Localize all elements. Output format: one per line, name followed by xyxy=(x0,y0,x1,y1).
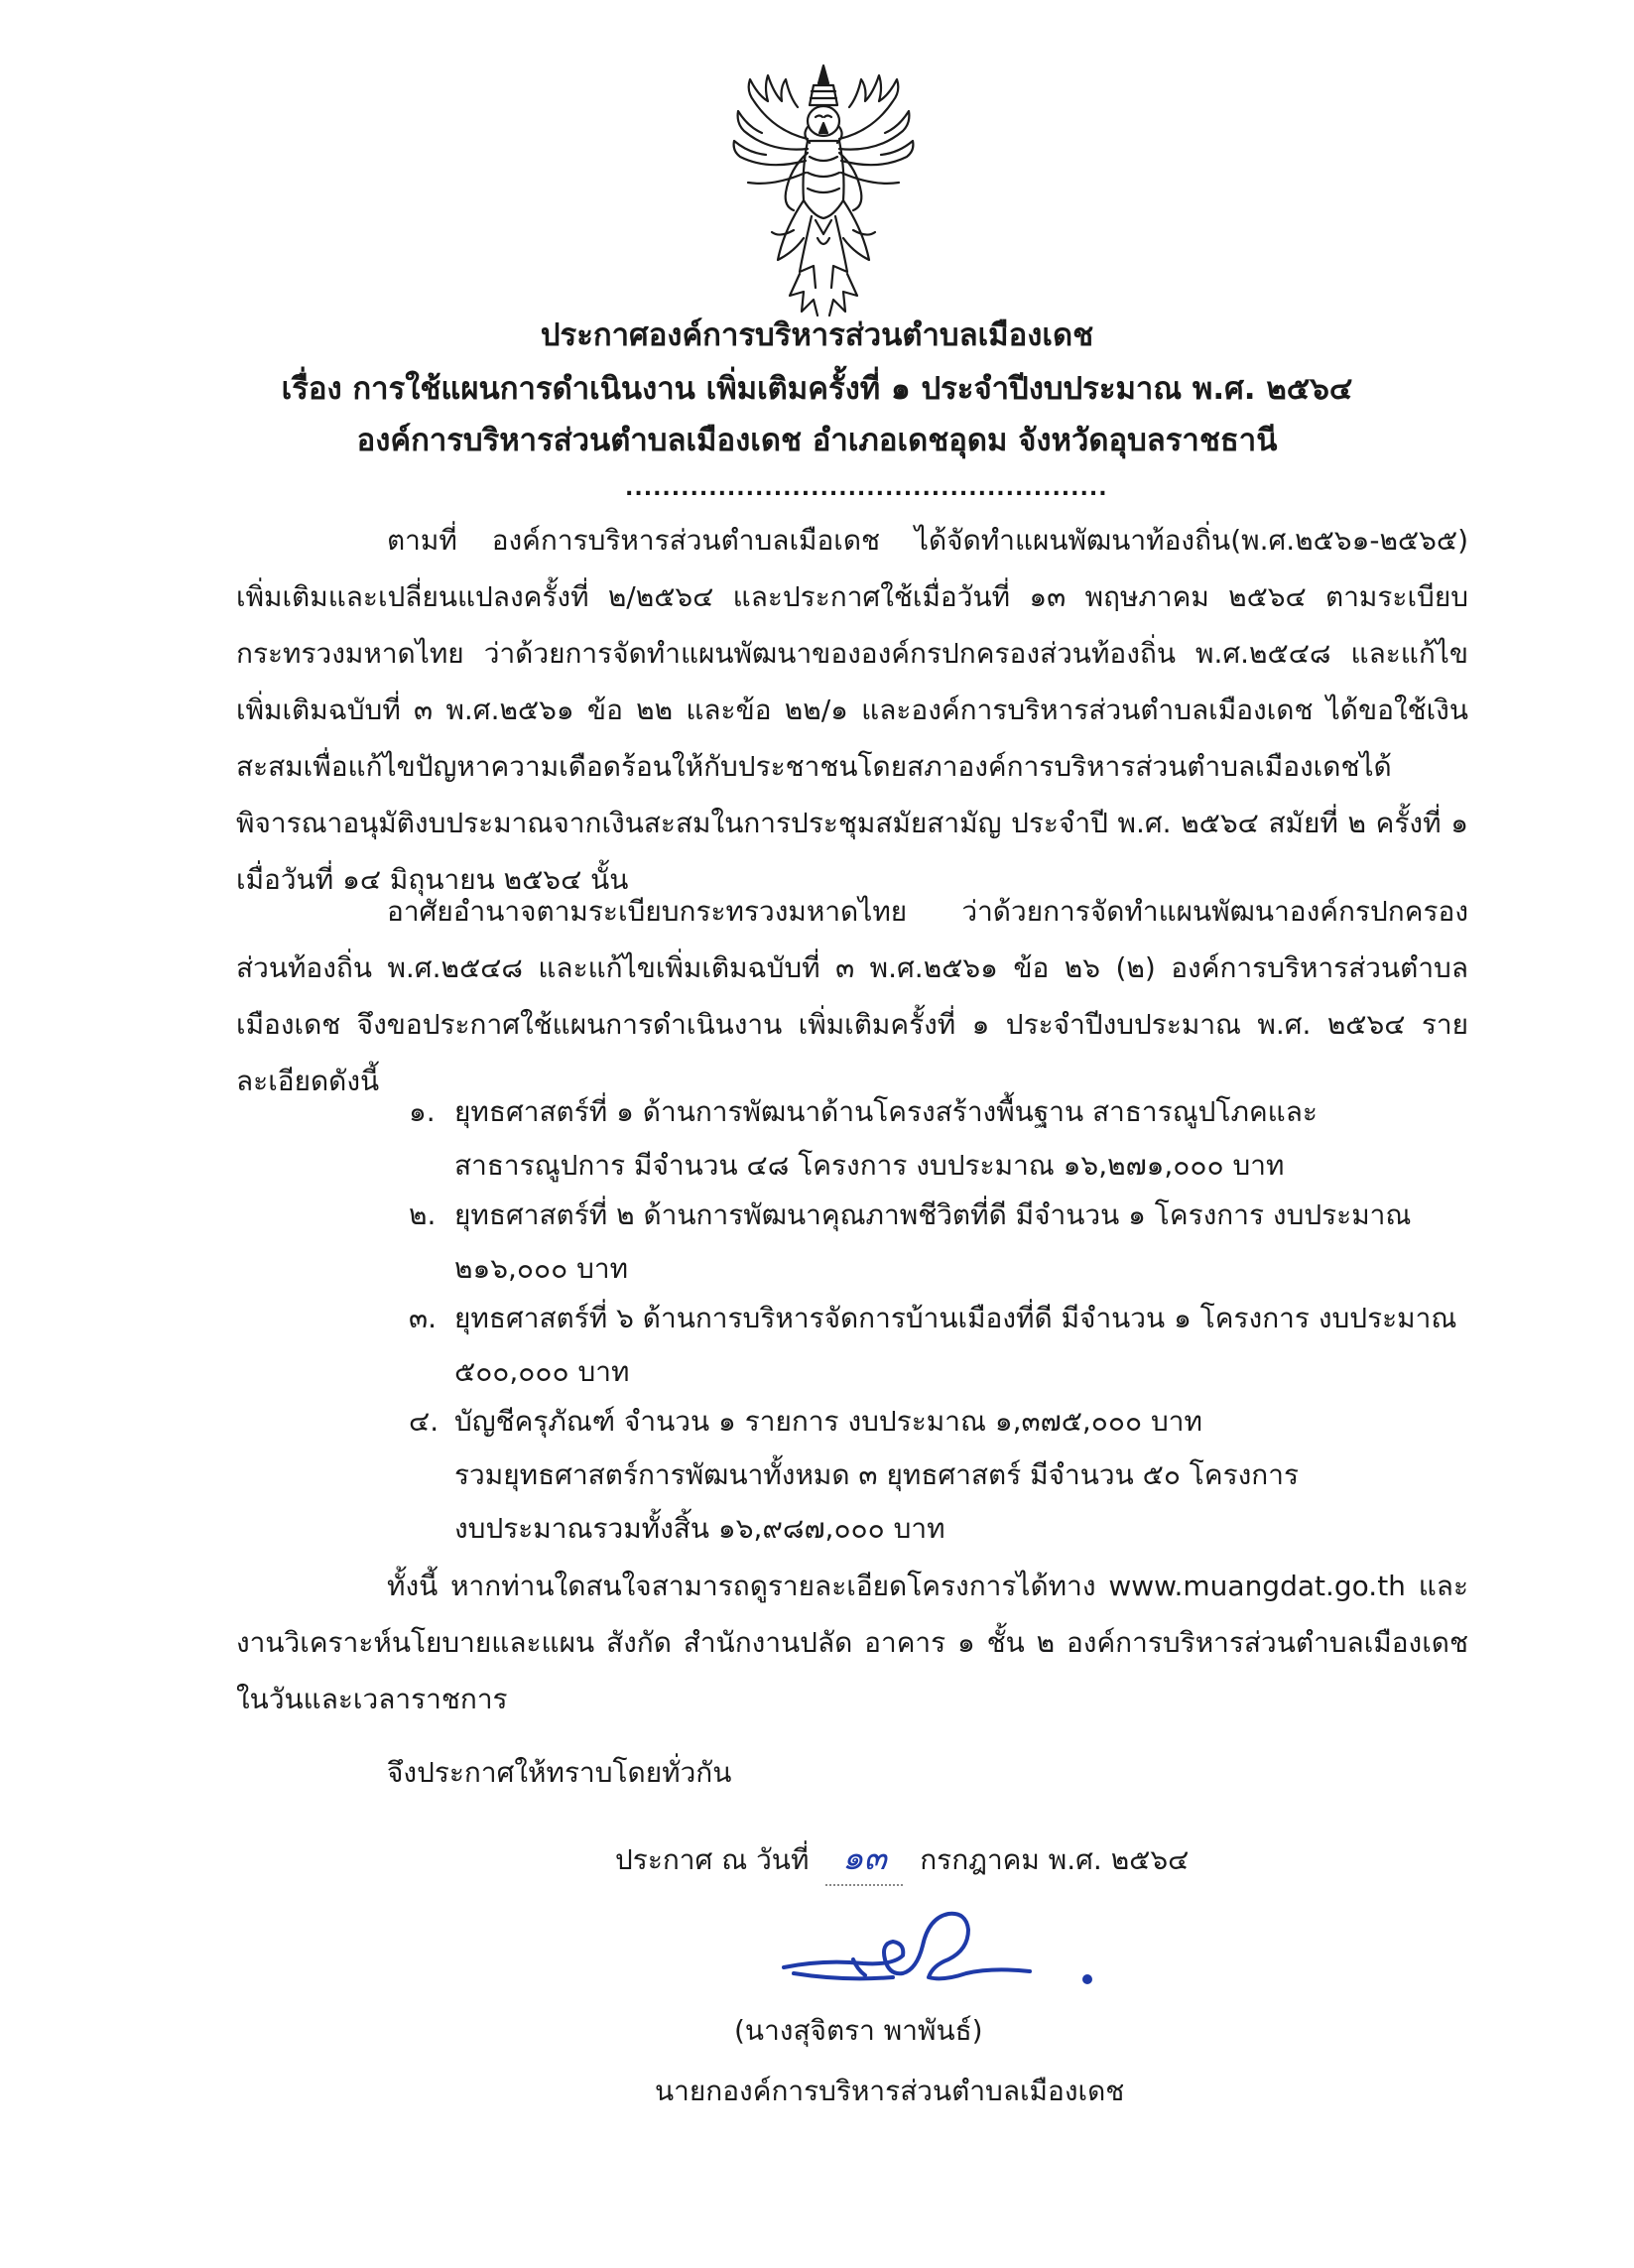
closing-statement: จึงประกาศให้ทราบโดยทั่วกัน xyxy=(387,1756,732,1789)
signer-name: (นางสุจิตรา พาพันธ์) xyxy=(734,2014,983,2047)
list-item-text: ยุทธศาสตร์ที่ ๖ ด้านการบริหารจัดการบ้านเมืองที่ดี มีจำนวน ๑ โครงการ งบประมาณ ๕๐๐,๐๐๐ บาท xyxy=(454,1302,1457,1388)
list-item-number: ๓. xyxy=(409,1302,438,1334)
announcement-date xyxy=(615,1830,1189,1886)
garuda-emblem-icon xyxy=(724,62,923,321)
list-item-number: ๔. xyxy=(409,1405,440,1438)
list-item xyxy=(409,1189,1472,1296)
list-item xyxy=(409,1292,1472,1399)
announcement-organization: องค์การบริหารส่วนตำบลเมืองเดช อำเภอเดชอุดม จังหวัดอุบลราชธานี xyxy=(356,423,1278,458)
date-prefix: ประกาศ ณ วันที่ xyxy=(615,1843,810,1876)
date-suffix: กรกฎาคม พ.ศ. ๒๕๖๔ xyxy=(920,1843,1190,1876)
list-item xyxy=(409,1395,1472,1449)
signer-position: นายกองค์การบริหารส่วนตำบลเมืองเดช xyxy=(655,2075,1125,2107)
paragraph-background: ตามที่ องค์การบริหารส่วนตำบลเมือเดช ได้จัดทำแผนพัฒนาท้องถิ่น(พ.ศ.๒๕๖๑-๒๕๖๕) เพิ่มเติมและเปลี่ยนแปลงครั้งที่ ๒/๒๕๖๔ และประกาศใช้เมื่อวันที่ ๑๓ พฤษภาคม ๒๕๖๔ ตามระเบียบกระทรวงมหาดไทย ว่าด้วยการจัดทำแผนพัฒนาขององค์กรปกครองส่วนท้องถิ่น พ.ศ.๒๕๔๘ และแก้ไขเพิ่มเติมฉบับที่ ๓ พ.ศ.๒๕๖๑ ข้อ ๒๒ และข้อ ๒๒/๑ และองค์การบริหารส่วนตำบลเมืองเดช ได้ขอใช้เงินสะสมเพื่อแก้ไขปัญหาความเดือดร้อนให้กับประชาชนโดยสภาองค์การบริหารส่วนตำบลเมืองเดชได้พิจารณาอนุมัติงบประมาณจากเงินสะสมในการประชุมสมัยสามัญ ประจำปี พ.ศ. ๒๕๖๔ สมัยที่ ๒ ครั้งที่ ๑ เมื่อวันที่ ๑๔ มิถุนายน ๒๕๖๔ นั้น xyxy=(236,524,1468,896)
list-item xyxy=(409,1085,1472,1193)
paragraph-contact: ทั้งนี้ หากท่านใดสนใจสามารถดูรายละเอียดโครงการได้ทาง www.muangdat.go.th และงานวิเคราะห์นโยบายและแผน สังกัด สำนักงานปลัด อาคาร ๑ ชั้น ๒ องค์การบริหารส่วนตำบลเมืองเดช ในวันและเวลาราชการ xyxy=(236,1570,1468,1715)
date-day-handwritten: ๑๓ xyxy=(825,1830,903,1886)
paragraph-authority: อาศัยอำนาจตามระเบียบกระทรวงมหาดไทย ว่าด้วยการจัดทำแผนพัฒนาองค์กรปกครองส่วนท้องถิ่น พ.ศ.๒๕๔๘ และแก้ไขเพิ่มเติมฉบับที่ ๓ พ.ศ.๒๕๖๑ ข้อ ๒๖ (๒) องค์การบริหารส่วนตำบลเมืองเดช จึงขอประกาศใช้แผนการดำเนินงาน เพิ่มเติมครั้งที่ ๑ ประจำปีงบประมาณ พ.ศ. ๒๕๖๔ รายละเอียดดังนี้ xyxy=(236,895,1468,1097)
heading-divider: .................................................... xyxy=(625,476,1108,501)
summary-total-budget: งบประมาณรวมทั้งสิ้น ๑๖,๙๘๗,๐๐๐ บาท xyxy=(454,1512,945,1545)
list-item-number: ๒. xyxy=(409,1198,437,1231)
handwritten-signature-icon xyxy=(754,1890,1111,2009)
list-item-text: ยุทธศาสตร์ที่ ๑ ด้านการพัฒนาด้านโครงสร้างพื้นฐาน สาธารณูปโภคและสาธารณูปการ มีจำนวน ๔๘ โครงการ งบประมาณ ๑๖,๒๗๑,๐๐๐ บาท xyxy=(454,1095,1318,1182)
list-item-text: บัญชีครุภัณฑ์ จำนวน ๑ รายการ งบประมาณ ๑,๓๗๕,๐๐๐ บาท xyxy=(454,1405,1202,1438)
list-item-number: ๑. xyxy=(409,1095,436,1128)
announcement-subject: เรื่อง การใช้แผนการดำเนินงาน เพิ่มเติมครั้งที่ ๑ ประจำปีงบประมาณ พ.ศ. ๒๕๖๔ xyxy=(281,371,1353,407)
summary-strategies: รวมยุทธศาสตร์การพัฒนาทั้งหมด ๓ ยุทธศาสตร์ มีจำนวน ๕๐ โครงการ xyxy=(454,1458,1300,1491)
announcement-title: ประกาศองค์การบริหารส่วนตำบลเมืองเดช xyxy=(540,317,1094,353)
list-item-text: ยุทธศาสตร์ที่ ๒ ด้านการพัฒนาคุณภาพชีวิตที่ดี มีจำนวน ๑ โครงการ งบประมาณ ๒๑๖,๐๐๐ บาท xyxy=(454,1198,1412,1285)
